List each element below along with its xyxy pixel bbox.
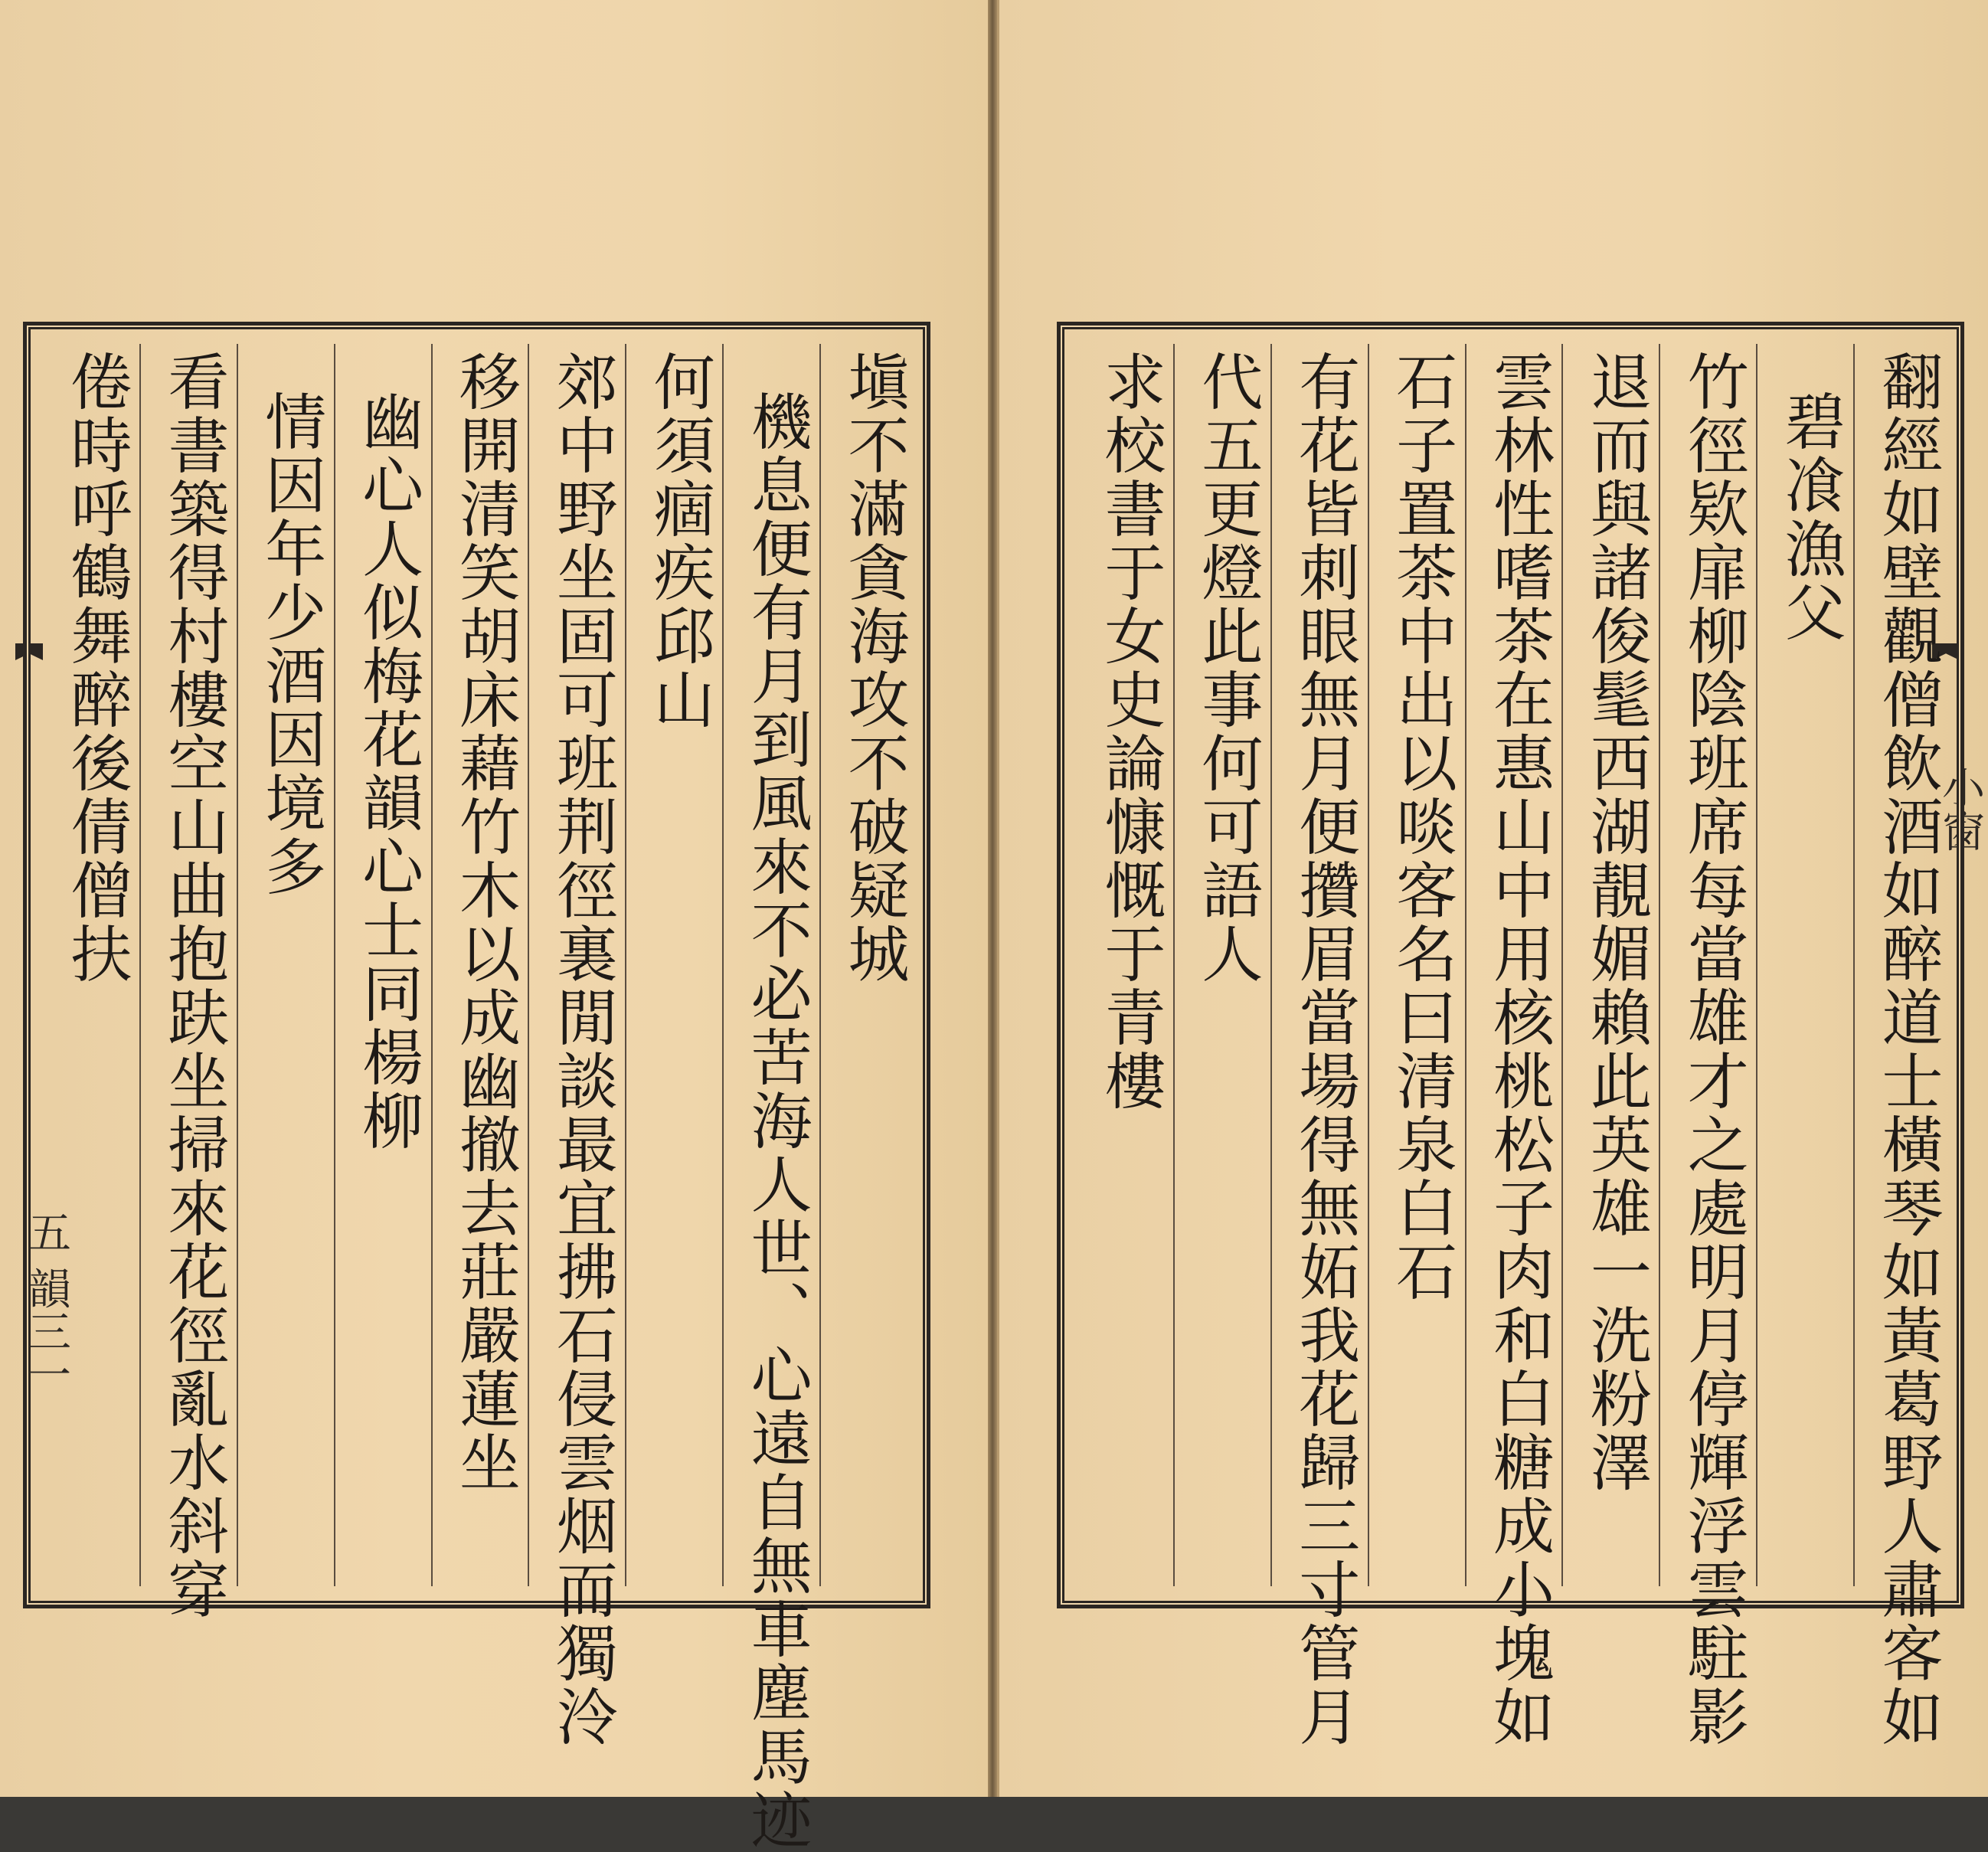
text-column: 有花皆刺眼無月便攢眉當場得無妬我花歸三寸管月 — [1270, 344, 1362, 1586]
text-column: 竹徑欵扉柳陰班席每當雄才之處明月停輝浮雲駐影 — [1659, 344, 1751, 1586]
text-column: 何須痼疾邱山 — [625, 344, 717, 1586]
folio-left: 五 韻三一 — [21, 1210, 71, 1396]
right-text-frame — [1057, 322, 1964, 1749]
right-columns — [1076, 344, 1945, 1749]
text-column: 郊中野坐固可班荆徑裏閒談最宜拂石侵雲烟而獨泠 — [528, 344, 620, 1586]
text-column: 移開清笑胡床藉竹木以成幽撤去莊嚴蓮坐 — [431, 344, 523, 1586]
text-column: 代五更燈此事何可語人 — [1173, 344, 1265, 1586]
text-column: 碧飡漁父 — [1756, 344, 1848, 1586]
text-column: 退而與諸俊髦西湖靚媚賴此英雄一洗粉澤 — [1561, 344, 1653, 1586]
left-columns — [42, 344, 911, 1852]
text-column: 求校書于女史論慷慨于青樓 — [1094, 350, 1166, 1113]
book-gutter — [988, 0, 997, 1797]
text-column: 雲林性嗜茶在惠山中用核桃松子肉和白糖成小塊如 — [1465, 344, 1557, 1586]
text-column: 翻經如壁觀僧飲酒如醉道士橫琴如黃葛野人肅客如 — [1853, 344, 1945, 1586]
folio-right: 小窗 — [1935, 766, 1985, 852]
left-text-frame — [23, 322, 930, 1852]
text-column: 倦時呼鶴舞醉後倩僧扶 — [60, 350, 132, 986]
text-column: 幽心人似梅花韻心士同楊柳 — [334, 344, 426, 1586]
text-column: 塡不滿貪海攻不破疑城 — [819, 344, 911, 1586]
text-column: 情因年少酒因境多 — [237, 344, 329, 1586]
left-page — [0, 0, 990, 1852]
text-column: 機息便有月到風來不必苦海人世、心遠自無車塵馬迹 — [722, 344, 814, 1586]
text-column: 石子置茶中出以啖客名曰清泉白石 — [1368, 344, 1460, 1586]
text-column: 看書築得村樓空山曲抱趺坐掃來花徑亂水斜穿 — [139, 344, 231, 1586]
